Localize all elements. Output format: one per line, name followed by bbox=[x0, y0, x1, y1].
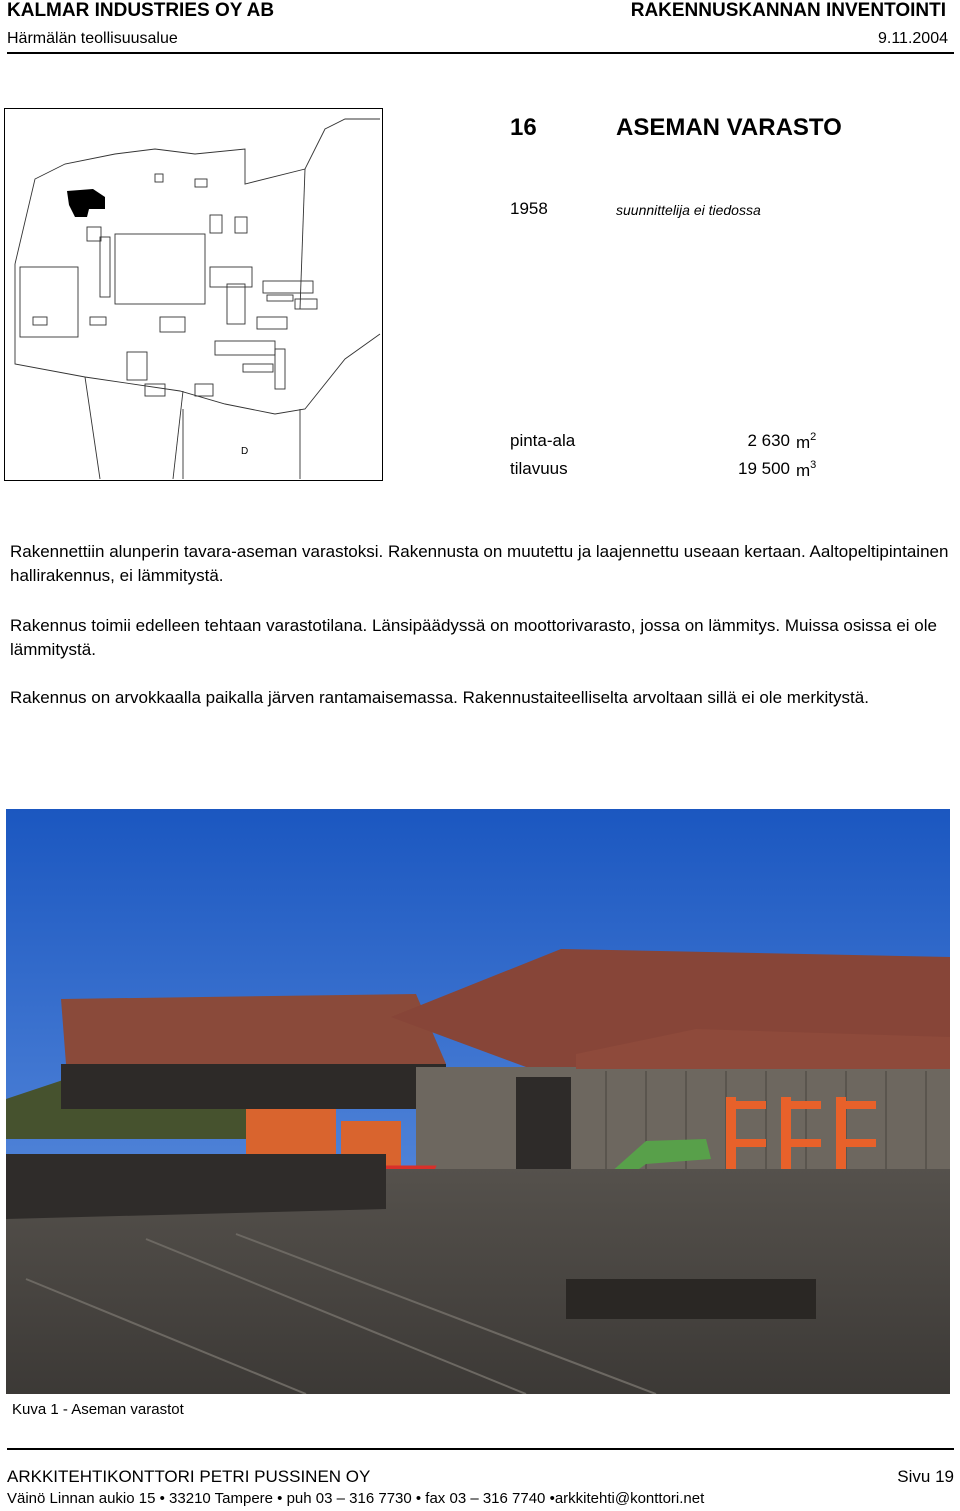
header-rule bbox=[7, 52, 954, 54]
area-label: pinta-ala bbox=[510, 431, 576, 450]
header-company: KALMAR INDUSTRIES OY AB bbox=[7, 0, 275, 21]
volume-value: 19 500 bbox=[738, 459, 790, 478]
description-paragraph-2: Rakennus toimii edelleen tehtaan varastotilana. Länsipäädyssä on moottorivarasto, jossa on lämmitys. Muissa osissa ei ole lämmitystä. bbox=[10, 616, 937, 659]
footer-page: Sivu 19 bbox=[897, 1467, 954, 1486]
site-map bbox=[4, 108, 383, 481]
area-value: 2 630 bbox=[747, 431, 790, 450]
header-date: 9.11.2004 bbox=[878, 30, 948, 47]
building-number: 16 bbox=[510, 114, 537, 141]
volume-unit: $m^3$ bbox=[796, 459, 817, 480]
volume-label: tilavuus bbox=[510, 459, 568, 478]
building-photo bbox=[6, 809, 950, 1394]
photo-caption: Kuva 1 - Aseman varastot bbox=[12, 1401, 184, 1418]
building-name: ASEMAN VARASTO bbox=[616, 114, 842, 141]
footer-rule bbox=[7, 1448, 954, 1450]
footer-address: Väinö Linnan aukio 15 • 33210 Tampere • puh 03 – 316 7730 • fax 03 – 316 7740 •arkkitehti@konttori.net bbox=[7, 1490, 705, 1507]
header-document-title: RAKENNUSKANNAN INVENTOINTI bbox=[630, 0, 946, 21]
footer-office: ARKKITEHTIKONTTORI PETRI PUSSINEN OY bbox=[7, 1467, 371, 1486]
building-year: 1958 bbox=[510, 199, 548, 218]
map-marker-letter: D bbox=[241, 446, 249, 457]
description-paragraph-1: Rakennettiin alunperin tavara-aseman varastoksi. Rakennusta on muutettu ja laajennettu useaan kertaan. Aaltopeltipintainen hallirakennus, ei lämmitystä. bbox=[10, 542, 949, 585]
building-designer: suunnittelija ei tiedossa bbox=[616, 202, 761, 218]
description-paragraph-3: Rakennus on arvokkaalla paikalla järven rantamaisemassa. Rakennustaiteelliselta arvoltaan sillä ei ole merkitystä. bbox=[10, 688, 869, 707]
area-unit: $m^2$ bbox=[796, 431, 817, 452]
header-site: Härmälän teollisuusalue bbox=[7, 30, 178, 47]
